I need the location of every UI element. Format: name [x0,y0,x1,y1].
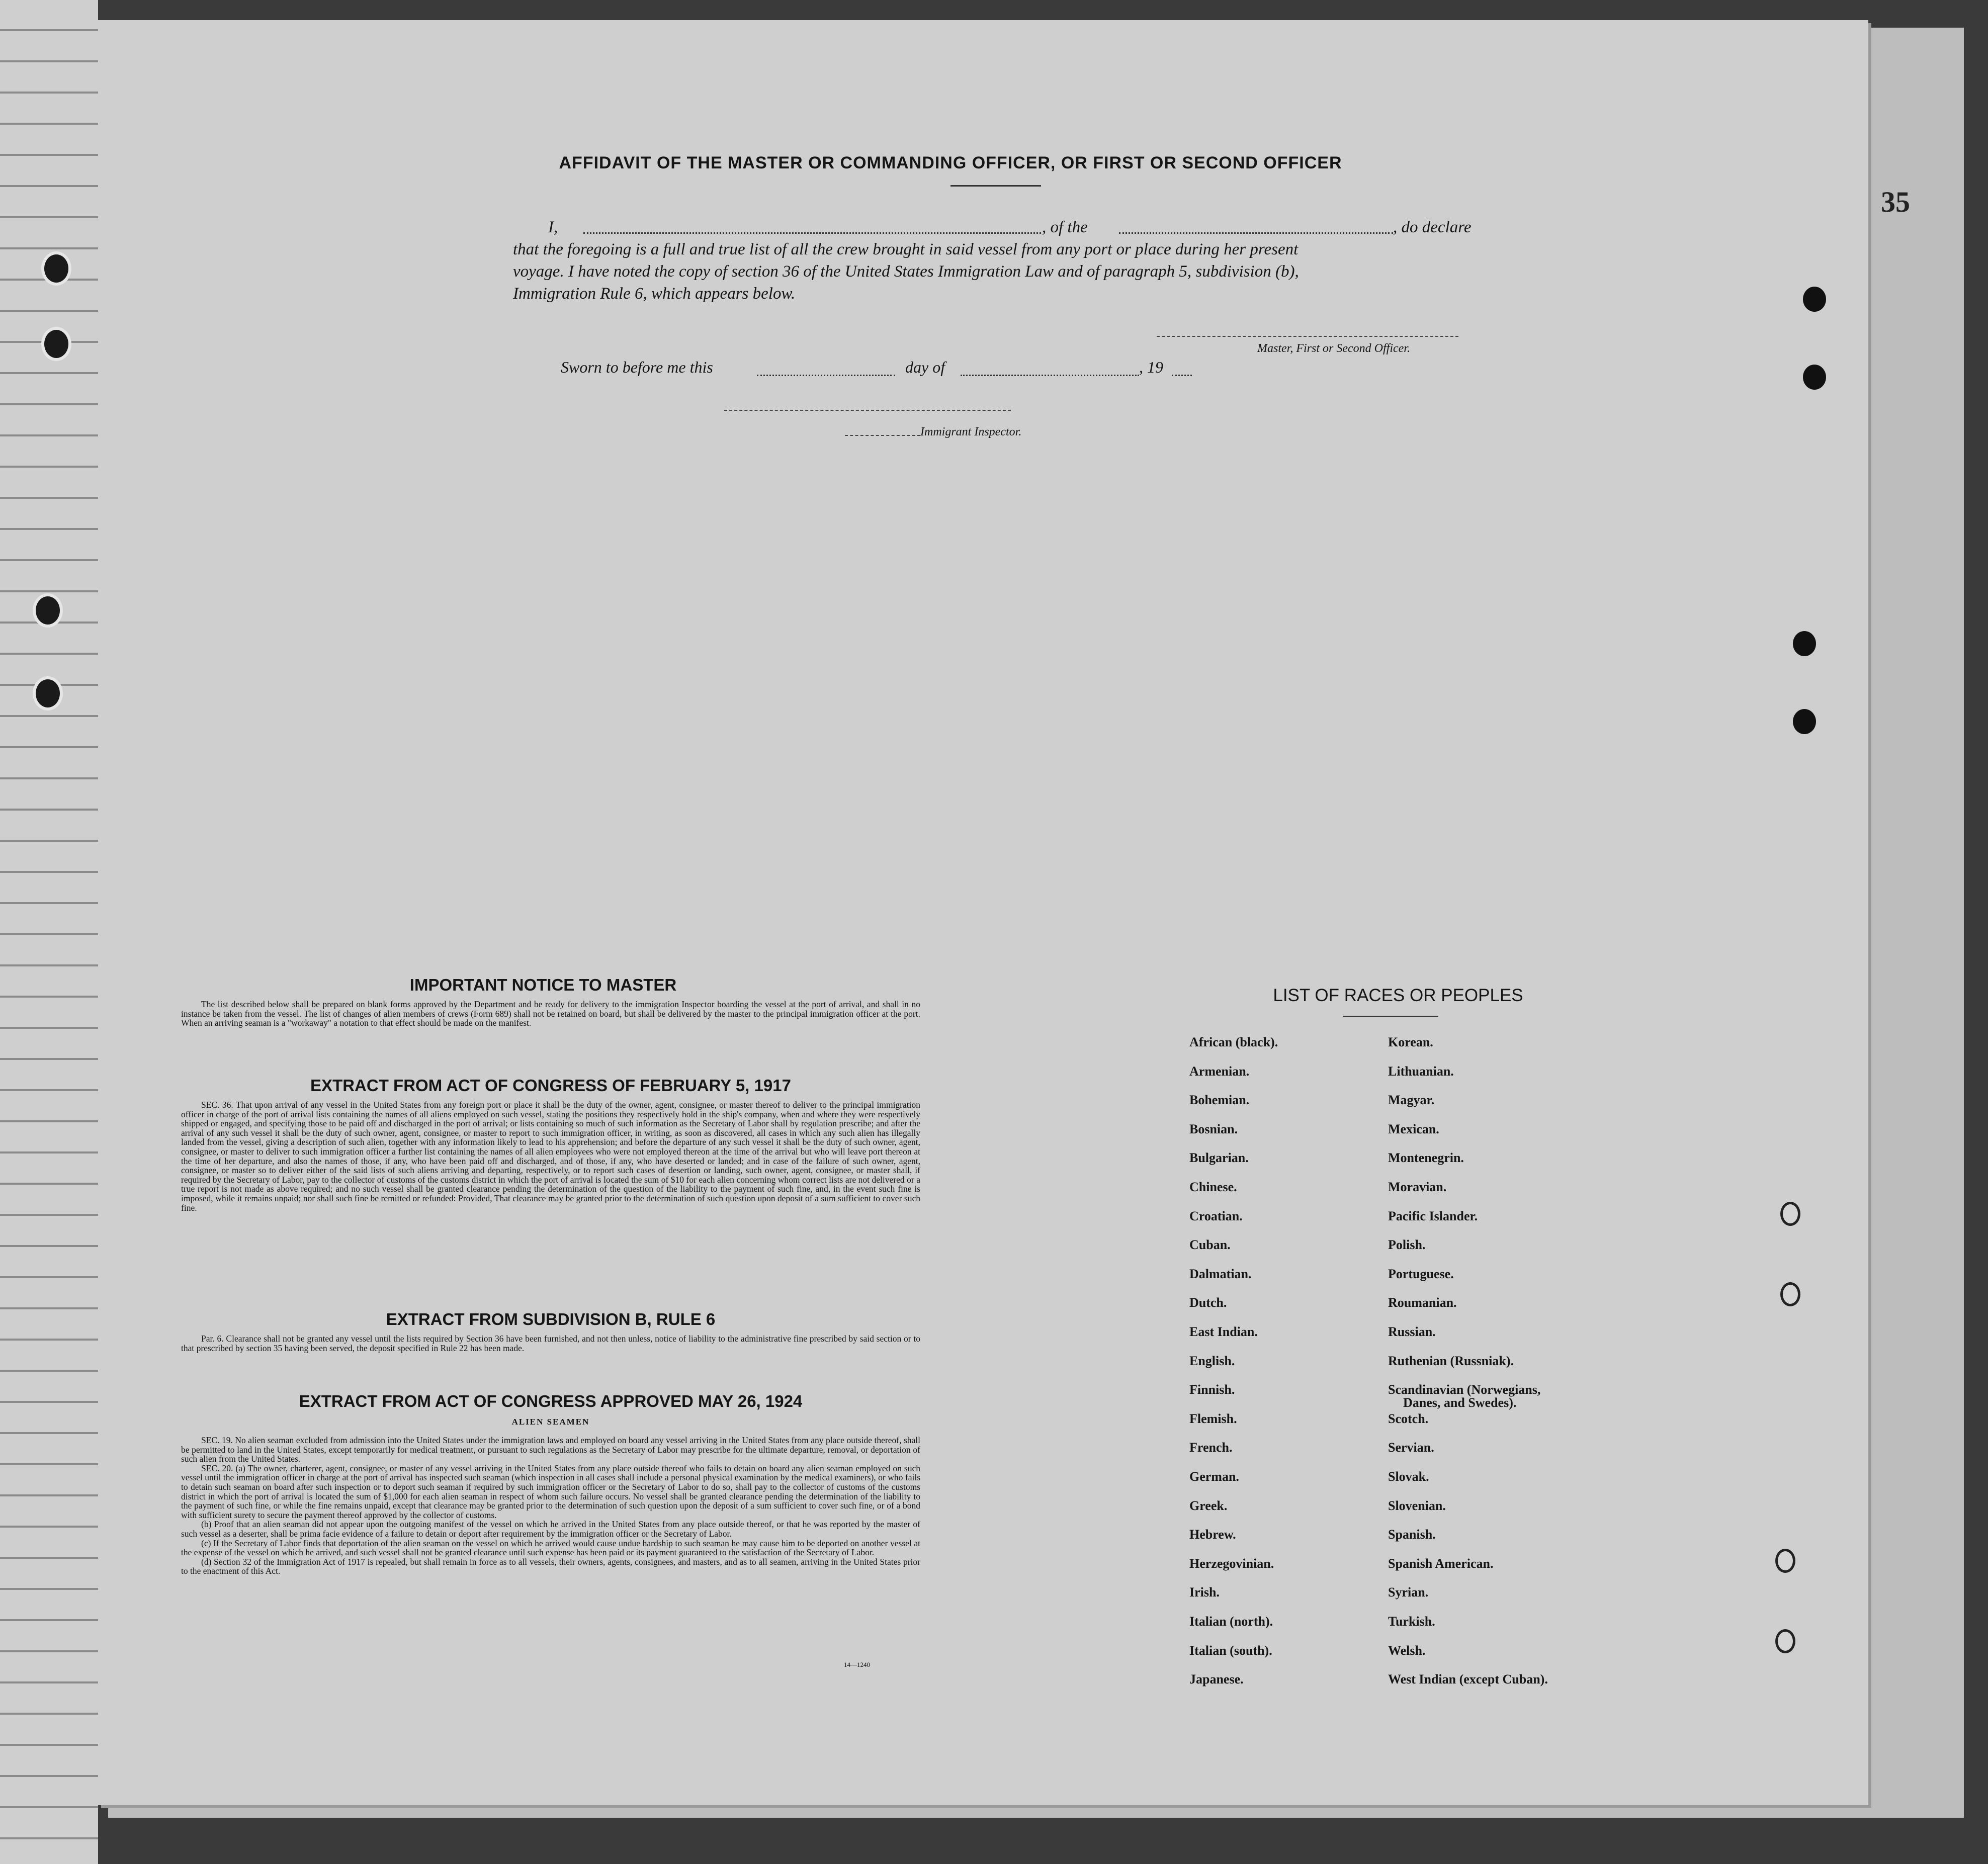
race-item: Cuban. [1189,1237,1231,1253]
race-item: Syrian. [1388,1585,1429,1600]
notice-body [181,1000,920,1028]
punch-hole [33,593,63,628]
alien-seamen-subtitle: ALIEN SEAMEN [511,1417,590,1427]
year-blank [1172,375,1192,376]
year-text: , 19 [1139,358,1163,376]
race-item: Armenian. [1189,1063,1250,1079]
master-caption: Master, First or Second Officer. [1257,342,1410,355]
punch-hole [1775,1549,1795,1573]
race-item: Croatian. [1189,1208,1243,1223]
vessel-blank [1119,232,1393,234]
punch-hole [41,251,71,286]
punch-hole [33,676,63,711]
race-item: Scotch. [1388,1411,1429,1426]
race-item: Korean. [1388,1035,1433,1049]
sec-19-text: SEC. 19. No alien seaman excluded from admission into the United States under the immigration laws and employed on board any vessel arriving in the United States from any place outside thereof, shall be permitted to land in the United States, except temporarily for medical treatment, or pursuant to such regulations as the Secretary of Labor may prescribe for the ultimate departure, removal, or deportation of such alien from the United States. [181,1435,920,1464]
race-item: Bulgarian. [1189,1150,1249,1166]
race-item: Italian (north). [1189,1614,1273,1629]
race-item: Slovenian. [1388,1498,1446,1513]
race-item: Bohemian. [1189,1093,1250,1108]
section-36-text: SEC. 36. That upon arrival of any vessel in the United States from any foreign port or place it shall be the duty of the owner, agent, consignee, or master thereof to deliver to the principal immigration officer in charge of the port of arrival lists containing the names of all aliens employed on such vessel, stating the positions they respectively hold in the ship's company, when and where they were respectively shipped or engaged, and specifying those to be paid off and discharged in the port of arrival; or lists containing so much of such information as the Secretary of Labor shall by regulation prescribe; and after the arrival of any such vessel it shall be the duty of such owner, agent, consignee, or master to report to such immigration officer, in writing, as soon as discovered, all cases in which any such alien has illegally landed from the vessel, giving a description of such alien, together with any information likely to lead to his apprehension; and before the departure of any such vessel it shall be the duty of such owner, agent, consignee, or master to deliver to such immigration officer a further list containing the names of all alien employees who were not employed thereon at the time of the arrival but who will leave port thereon at the time of her departure, and also the names of those, if any, who have been paid off and discharged, and of those, if any, who have deserted or landed; and in case of the failure of such owner, agent, consignee, or master so to deliver either of the said lists of such aliens arriving and departing, respectively, or to report such cases of desertion or landing, such owner, agent, consignee, or master shall, if required by the Secretary of Labor, pay to the collector of customs of the customs district in which the port of arrival is located the sum of $10 for each alien concerning whom correct lists are not delivered or a true report is not made as above required; and no such vessel shall be granted clearance pending the determination of the question of the liability to the payment of such fine, and, in the event such fine is imposed, while it remains unpaid; nor shall such fine be remitted or refunded: Provided, That clearance may be granted prior to the determination of such question upon deposit of a sum sufficient to cover such fine. [181,1100,920,1213]
day-blank [757,375,895,376]
punch-hole [1803,365,1826,390]
race-item: French. [1189,1440,1233,1455]
sec-20d-text: (d) Section 32 of the Immigration Act of 1917 is repealed, but shall remain in force as to all vessels, their owners, agents, consignees, and masters, and as to all seamen, arriving in the United States prior to the enactment of this Act. [181,1556,920,1576]
race-item: Dalmatian. [1189,1266,1252,1281]
decl-of-the: , of the [1042,218,1088,236]
sec-20b-text: (b) Proof that an alien seaman did not appear upon the outgoing manifest of the vessel on which he arrived in the United States from any place outside thereof, or that he was reported by the master of such vessel as a deserter, shall be prima facie evidence of a failure to detain or deport after requirement by the immigration officer or the Secretary of Labor. [181,1519,920,1539]
inspector-caption-lead [845,435,920,436]
punch-hole [1775,1629,1795,1653]
race-item: Finnish. [1189,1382,1235,1397]
decl-i: I, [548,218,558,236]
race-item: Welsh. [1388,1643,1426,1658]
race-item: Hebrew. [1189,1527,1236,1542]
decl-do-declare: , do declare [1393,218,1472,236]
race-item: Herzegovinian. [1189,1556,1274,1571]
race-item: Greek. [1189,1498,1228,1513]
name-blank [583,232,1041,234]
inspector-caption: Immigrant Inspector. [920,425,1022,438]
races-title-rule [1343,1016,1438,1017]
extract-1917-body [181,1100,920,1212]
master-signature-line [1157,336,1458,337]
month-blank [961,375,1139,376]
race-item: Flemish. [1189,1411,1237,1426]
extract-rule6-title: EXTRACT FROM SUBDIVISION B, RULE 6 [386,1310,716,1328]
race-item: Danes, and Swedes). [1403,1395,1517,1410]
decl-line-4: Immigration Rule 6, which appears below. [513,285,796,303]
extract-1924-title: EXTRACT FROM ACT OF CONGRESS APPROVED MAY 26, 1924 [299,1392,803,1410]
race-item: Montenegrin. [1388,1150,1464,1166]
race-item: German. [1189,1469,1239,1484]
race-item: Polish. [1388,1237,1426,1253]
race-item: Pacific Islander. [1388,1208,1478,1223]
page-number: 35 [1881,186,1910,218]
race-item: Mexican. [1388,1121,1439,1136]
rule-6-text: Par. 6. Clearance shall not be granted any vessel until the lists required by Section 36 have been furnished, and not then unless, notice of liability to the administrative fine prescribed by said section or to that prescribed by section 35 having been served, the deposit specified in Rule 22 has been made. [181,1334,920,1353]
day-of-text: day of [905,358,945,376]
extract-rule6-body [181,1334,920,1353]
race-item: Magyar. [1388,1093,1435,1108]
punch-hole [1780,1282,1800,1306]
race-item: Spanish American. [1388,1556,1494,1571]
race-item: Portuguese. [1388,1266,1454,1281]
race-item: Lithuanian. [1388,1063,1454,1079]
punch-hole [1780,1202,1800,1226]
race-item: Dutch. [1189,1295,1227,1310]
punch-hole [1793,631,1816,656]
race-item: Roumanian. [1388,1295,1457,1310]
sworn-line [561,358,713,377]
race-item: Bosnian. [1189,1121,1238,1136]
extract-1917-title: EXTRACT FROM ACT OF CONGRESS OF FEBRUARY 5, 1917 [310,1076,791,1095]
form-number: 14—1240 [844,1661,870,1668]
sec-20a-text: SEC. 20. (a) The owner, charterer, agent, consignee, or master of any vessel arriving in the United States from any place outside thereof who fails to detain on board any alien seaman employed on such vessel until the immigration officer in charge at the port of arrival has inspected such seaman (which inspection in all cases shall include a personal physical examination by the medical examiners), or who fails to detain such seaman on board after such inspection or to deport such seaman if required by such immigration officer or the Secretary of Labor to do so, shall pay to the collector of customs of the customs district in which the port of arrival is located the sum of $1,000 for each alien seaman in respect of whom such failure occurs. No vessel shall be granted clearance pending the determination of the liability to the payment of such fine, or while the fine remains unpaid, except that clearance may be granted prior to the determination of such question upon the deposit of a sum sufficient to cover such fine, or of a bond with sufficient surety to secure the payment thereof approved by the collector of customs. [181,1463,920,1520]
race-item: Moravian. [1388,1180,1447,1194]
race-item: Slovak. [1388,1469,1429,1484]
extract-1924-body [181,1436,920,1576]
punch-hole [1793,709,1816,734]
affidavit-title: AFFIDAVIT OF THE MASTER OR COMMANDING OFFICER, OR FIRST OR SECOND OFFICER [559,153,1342,172]
title-rule [950,185,1041,187]
race-item: Turkish. [1388,1614,1435,1629]
decl-line-2: that the foregoing is a full and true list of all the crew brought in said vessel from any port or place during her present [513,240,1299,258]
race-item: Russian. [1388,1324,1436,1339]
race-item: West Indian (except Cuban). [1388,1672,1548,1687]
notice-paragraph: The list described below shall be prepared on blank forms approved by the Department and be ready for delivery to the immigration Inspector boarding the vessel at the port of arrival, and shall in no instance be taken from the vessel. The list of changes of alien members of crews (Form 689) shall not be retained on board, but shall be delivered by the master to the principal immigration officer at the port. When an arriving seaman is a "workaway" a notation to that effect should be made on the manifest. [181,999,920,1028]
sworn-text: Sworn to before me this [561,358,713,376]
inspector-signature-line [724,410,1011,411]
race-item: Scandinavian (Norwegians, [1388,1382,1541,1397]
race-item: East Indian. [1189,1324,1258,1339]
race-item: Spanish. [1388,1527,1436,1542]
race-item: Chinese. [1189,1180,1237,1194]
sec-20c-text: (c) If the Secretary of Labor finds that deportation of the alien seaman on the vessel on which he arrived would cause undue hardship to such seaman he may cause him to be deported on another vessel at the expense of the vessel on which he arrived, and such vessel shall not be granted clearance until such expense has been paid or its payment guaranteed to the satisfaction of the Secretary of Labor. [181,1538,920,1558]
punch-hole [41,327,71,361]
races-title: LIST OF RACES OR PEOPLES [1273,986,1523,1005]
notice-title: IMPORTANT NOTICE TO MASTER [409,975,677,994]
decl-line-3: voyage. I have noted the copy of section 36 of the United States Immigration Law and of paragraph 5, subdivision (b), [513,262,1299,281]
race-item: Ruthenian (Russniak). [1388,1353,1514,1368]
declaration-text [513,216,1484,305]
race-item: English. [1189,1353,1235,1368]
race-item: African (black). [1189,1035,1278,1049]
race-item: Irish. [1189,1585,1220,1600]
race-item: Italian (south). [1189,1643,1272,1658]
race-item: Servian. [1388,1440,1434,1455]
race-item: Japanese. [1189,1672,1244,1687]
punch-hole [1803,287,1826,312]
